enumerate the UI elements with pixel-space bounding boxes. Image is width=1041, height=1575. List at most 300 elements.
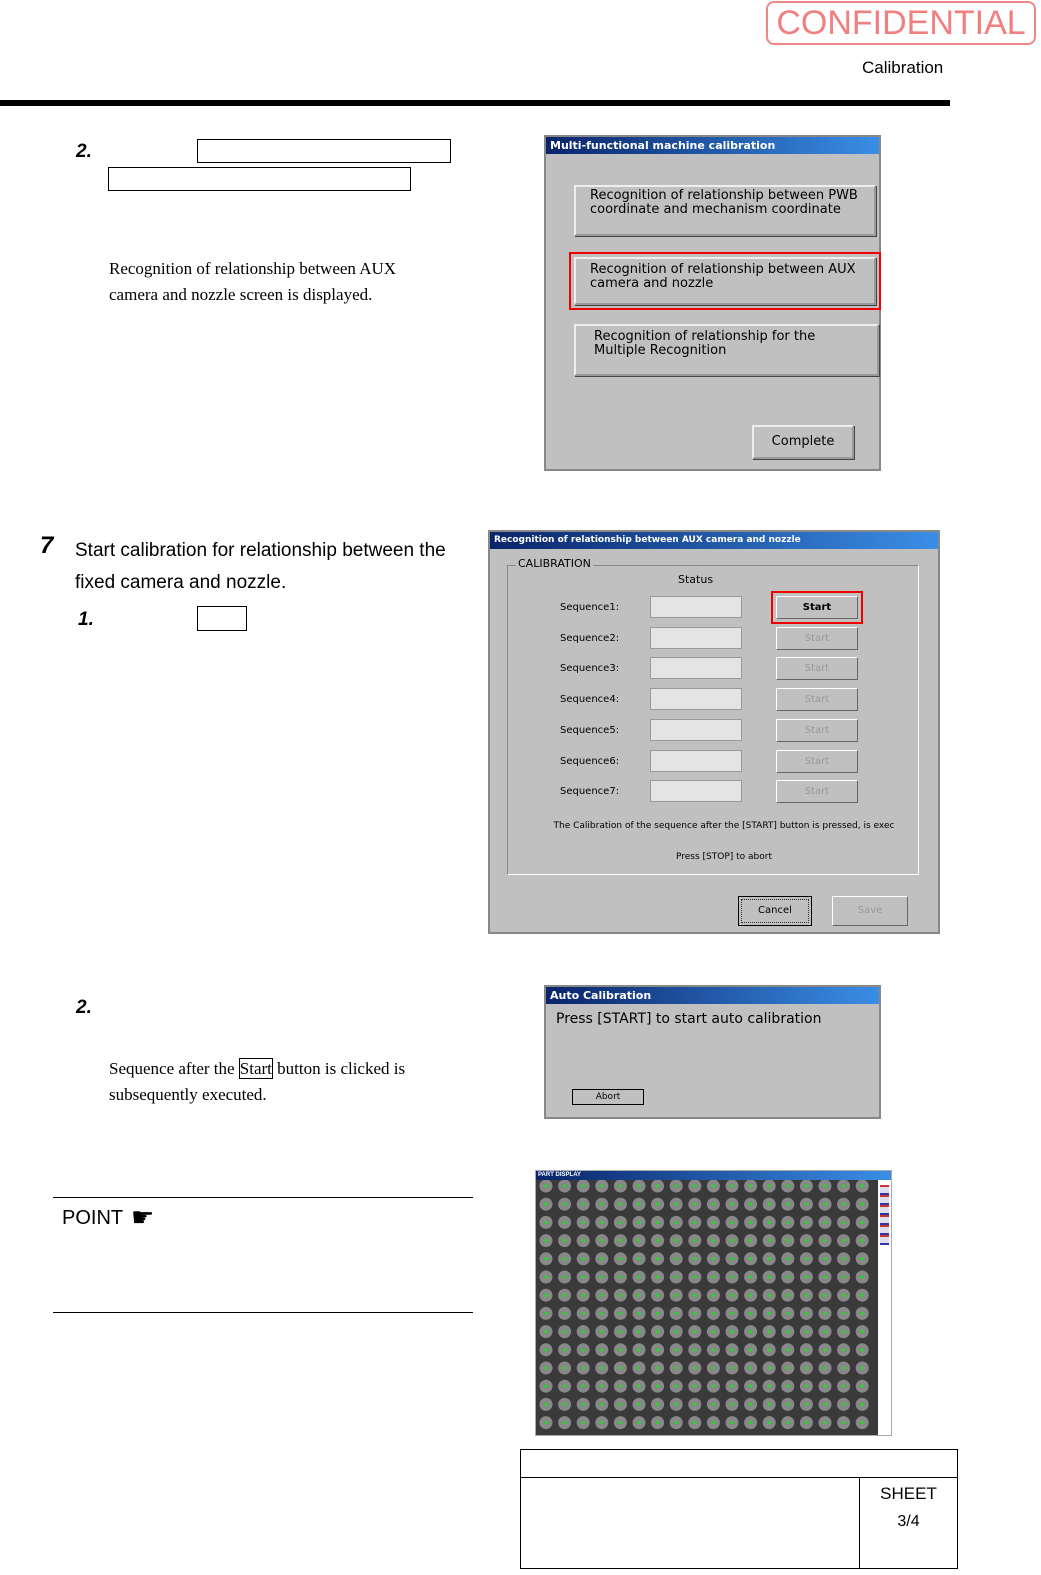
step-number: 7 [40, 532, 54, 559]
detect-mark [674, 1421, 678, 1425]
sequence-status-field [650, 780, 742, 802]
detect-mark [544, 1239, 548, 1243]
detect-mark [619, 1257, 623, 1261]
aux-camera-nozzle-button[interactable]: Recognition of relationship between AUX camera and nozzle [574, 257, 876, 305]
window-title: PART DISPLAY [536, 1171, 891, 1180]
detect-mark [767, 1202, 771, 1206]
detect-mark [619, 1348, 623, 1352]
detect-mark [767, 1293, 771, 1297]
detect-mark [767, 1421, 771, 1425]
detect-mark [749, 1403, 753, 1407]
detect-mark [600, 1421, 604, 1425]
detect-mark [600, 1293, 604, 1297]
detect-mark [693, 1330, 697, 1334]
detect-mark [767, 1403, 771, 1407]
detect-mark [674, 1257, 678, 1261]
detect-mark [544, 1384, 548, 1388]
detect-mark [749, 1184, 753, 1188]
section-title: Calibration [862, 58, 944, 77]
detect-mark [544, 1312, 548, 1316]
detect-mark [619, 1202, 623, 1206]
detect-mark [786, 1257, 790, 1261]
detect-mark [581, 1184, 585, 1188]
detect-mark [730, 1239, 734, 1243]
detect-mark [786, 1421, 790, 1425]
detect-mark [860, 1275, 864, 1279]
blank-box [197, 606, 247, 631]
detect-mark [786, 1293, 790, 1297]
detect-mark [842, 1184, 846, 1188]
sequence-start-button[interactable]: Start [776, 780, 858, 803]
step-number: 2. [76, 997, 92, 1018]
detect-mark [860, 1202, 864, 1206]
detect-mark [712, 1275, 716, 1279]
detect-mark [860, 1293, 864, 1297]
detect-mark [786, 1202, 790, 1206]
detect-mark [656, 1202, 660, 1206]
sequence-start-button[interactable]: Start [776, 688, 858, 711]
detect-mark [581, 1293, 585, 1297]
detect-mark [842, 1239, 846, 1243]
detect-mark [656, 1421, 660, 1425]
detect-mark [619, 1312, 623, 1316]
sequence-status-field [650, 657, 742, 679]
detect-mark [693, 1257, 697, 1261]
detect-mark [544, 1330, 548, 1334]
detect-mark [786, 1384, 790, 1388]
detect-mark [749, 1239, 753, 1243]
detect-mark [712, 1184, 716, 1188]
detect-mark [619, 1421, 623, 1425]
header-rule [0, 100, 950, 106]
detect-mark [693, 1403, 697, 1407]
detect-mark [656, 1366, 660, 1370]
detect-mark [842, 1403, 846, 1407]
detect-mark [544, 1202, 548, 1206]
dialog-title: Multi-functional machine calibration [546, 137, 879, 154]
sequence-status-field [650, 596, 742, 618]
detect-mark [712, 1366, 716, 1370]
detect-mark [823, 1221, 827, 1225]
detect-mark [693, 1312, 697, 1316]
detect-mark [544, 1403, 548, 1407]
detect-mark [842, 1421, 846, 1425]
detect-mark [730, 1421, 734, 1425]
detect-mark [563, 1239, 567, 1243]
detect-mark [712, 1348, 716, 1352]
detect-mark [656, 1330, 660, 1334]
detect-mark [674, 1366, 678, 1370]
detect-mark [563, 1330, 567, 1334]
detect-mark [544, 1184, 548, 1188]
detect-mark [674, 1275, 678, 1279]
detect-mark [581, 1221, 585, 1225]
detect-mark [786, 1330, 790, 1334]
detect-mark [656, 1403, 660, 1407]
detect-mark [656, 1348, 660, 1352]
detect-mark [693, 1293, 697, 1297]
detect-mark [693, 1221, 697, 1225]
detect-mark [619, 1403, 623, 1407]
detect-mark [823, 1275, 827, 1279]
detect-mark [842, 1312, 846, 1316]
detect-mark [544, 1221, 548, 1225]
detect-mark [730, 1221, 734, 1225]
detect-mark [730, 1403, 734, 1407]
pointing-hand-icon: ☛ [131, 1202, 155, 1232]
detect-mark [563, 1421, 567, 1425]
sequence-label: Sequence4: [560, 694, 620, 706]
step-description: Recognition of relationship between AUX camera and nozzle screen is displayed. [109, 259, 397, 304]
detect-mark [563, 1348, 567, 1352]
detect-mark [805, 1275, 809, 1279]
detect-mark [544, 1366, 548, 1370]
detect-mark [767, 1239, 771, 1243]
sequence-start-button[interactable]: Start [776, 596, 858, 619]
detect-mark [805, 1403, 809, 1407]
detect-mark [544, 1293, 548, 1297]
sequence-start-button[interactable]: Start [776, 750, 858, 773]
sequence-label: Sequence1: [560, 602, 620, 613]
detect-mark [749, 1348, 753, 1352]
detect-mark [860, 1239, 864, 1243]
detect-mark [693, 1366, 697, 1370]
detect-mark [823, 1384, 827, 1388]
detect-mark [712, 1330, 716, 1334]
detect-mark [712, 1312, 716, 1316]
detect-mark [767, 1275, 771, 1279]
text: button is clicked is subsequently executed. [109, 1059, 406, 1104]
detect-mark [674, 1384, 678, 1388]
detect-mark [749, 1421, 753, 1425]
detect-mark [656, 1293, 660, 1297]
detect-mark [730, 1312, 734, 1316]
text: Sequence after the [109, 1059, 239, 1078]
detect-mark [767, 1330, 771, 1334]
detect-mark [712, 1421, 716, 1425]
sequence-label: Sequence3: [560, 663, 620, 675]
detect-mark [805, 1384, 809, 1388]
detect-mark [581, 1403, 585, 1407]
detect-mark [860, 1184, 864, 1188]
detect-mark [619, 1184, 623, 1188]
detect-mark [786, 1184, 790, 1188]
detect-mark [544, 1348, 548, 1352]
detect-mark [842, 1202, 846, 1206]
sequence-status-field [650, 627, 742, 649]
detect-mark [730, 1384, 734, 1388]
detect-mark [842, 1330, 846, 1334]
detect-mark [674, 1293, 678, 1297]
complete-button[interactable]: Complete [752, 425, 854, 459]
detect-mark [544, 1257, 548, 1261]
detect-mark [619, 1275, 623, 1279]
detect-mark [786, 1403, 790, 1407]
detect-mark [805, 1221, 809, 1225]
pwb-mechanism-button[interactable]: Recognition of relationship between PWB coordinate and mechanism coordinate [574, 185, 876, 236]
detect-mark [730, 1366, 734, 1370]
detect-mark [619, 1384, 623, 1388]
detect-mark [860, 1366, 864, 1370]
detect-mark [730, 1330, 734, 1334]
detect-mark [805, 1293, 809, 1297]
detect-mark [823, 1257, 827, 1261]
detect-mark [823, 1421, 827, 1425]
detect-mark [619, 1293, 623, 1297]
detect-mark [786, 1366, 790, 1370]
detect-mark [693, 1384, 697, 1388]
detect-mark [600, 1330, 604, 1334]
detect-mark [637, 1239, 641, 1243]
detect-mark [730, 1184, 734, 1188]
detect-mark [600, 1384, 604, 1388]
detect-mark [823, 1293, 827, 1297]
detect-mark [544, 1275, 548, 1279]
sheet-value: 3/4 [897, 1513, 920, 1530]
detect-mark [842, 1257, 846, 1261]
detect-mark [619, 1221, 623, 1225]
calibration-menu-dialog [544, 135, 881, 471]
detect-mark [637, 1421, 641, 1425]
blank-box [197, 139, 451, 163]
detect-mark [637, 1384, 641, 1388]
detect-mark [600, 1239, 604, 1243]
sequence-start-button[interactable]: Start [776, 657, 858, 680]
detect-mark [786, 1275, 790, 1279]
detect-mark [842, 1275, 846, 1279]
detect-mark [600, 1275, 604, 1279]
detect-mark [637, 1312, 641, 1316]
detect-mark [637, 1330, 641, 1334]
detect-mark [619, 1239, 623, 1243]
auto-calibration-dialog [544, 985, 881, 1119]
detect-mark [823, 1312, 827, 1316]
detect-mark [823, 1184, 827, 1188]
detect-mark [712, 1403, 716, 1407]
sequence-start-button[interactable]: Start [776, 719, 858, 742]
detect-mark [619, 1366, 623, 1370]
detect-mark [749, 1330, 753, 1334]
detect-mark [749, 1202, 753, 1206]
detect-mark [674, 1202, 678, 1206]
detect-mark [860, 1312, 864, 1316]
cancel-button[interactable]: Cancel [738, 896, 812, 926]
detect-mark [693, 1184, 697, 1188]
dialog-title: Recognition of relationship between AUX camera and nozzle [490, 532, 938, 549]
detect-mark [674, 1312, 678, 1316]
sequence-label: Sequence5: [560, 724, 620, 736]
part-display-window [535, 1170, 892, 1436]
detect-mark [805, 1257, 809, 1261]
detect-mark [637, 1257, 641, 1261]
detect-mark [805, 1312, 809, 1316]
detect-mark [805, 1348, 809, 1352]
detect-mark [600, 1312, 604, 1316]
detect-mark [823, 1239, 827, 1243]
detect-mark [860, 1257, 864, 1261]
detect-mark [860, 1403, 864, 1407]
detect-mark [823, 1202, 827, 1206]
abort-button[interactable]: Abort [572, 1089, 644, 1105]
detect-mark [637, 1184, 641, 1188]
detect-mark [712, 1257, 716, 1261]
detect-mark [581, 1275, 585, 1279]
detect-mark [712, 1221, 716, 1225]
detect-mark [563, 1384, 567, 1388]
detect-mark [860, 1221, 864, 1225]
detect-mark [749, 1257, 753, 1261]
detect-mark [563, 1403, 567, 1407]
detect-mark [805, 1184, 809, 1188]
detect-mark [842, 1348, 846, 1352]
detect-mark [860, 1421, 864, 1425]
detect-mark [637, 1202, 641, 1206]
detect-mark [674, 1221, 678, 1225]
detect-mark [563, 1366, 567, 1370]
detect-mark [563, 1312, 567, 1316]
detect-mark [656, 1275, 660, 1279]
detect-mark [563, 1202, 567, 1206]
detect-mark [563, 1257, 567, 1261]
detect-mark [674, 1239, 678, 1243]
detect-mark [693, 1348, 697, 1352]
detect-mark [805, 1421, 809, 1425]
detect-mark [823, 1403, 827, 1407]
step-description: Start calibration for relationship between the fixed camera and nozzle. [75, 540, 446, 593]
confidential-stamp: CONFIDENTIAL [766, 1, 1036, 45]
detect-mark [581, 1366, 585, 1370]
detect-mark [749, 1312, 753, 1316]
detect-mark [749, 1384, 753, 1388]
detect-mark [842, 1366, 846, 1370]
detect-mark [823, 1330, 827, 1334]
detect-mark [563, 1275, 567, 1279]
detect-mark [656, 1221, 660, 1225]
detect-mark [842, 1221, 846, 1225]
detect-mark [786, 1239, 790, 1243]
detect-mark [600, 1221, 604, 1225]
calibration-message: Press [START] to start auto calibration [556, 1011, 822, 1027]
detect-mark [581, 1421, 585, 1425]
detect-mark [730, 1293, 734, 1297]
detect-mark [581, 1330, 585, 1334]
footer-table [520, 1449, 958, 1569]
blank-box [108, 167, 411, 191]
detect-mark [749, 1293, 753, 1297]
detect-mark [712, 1384, 716, 1388]
detect-mark [563, 1221, 567, 1225]
detect-mark [767, 1366, 771, 1370]
detect-mark [637, 1366, 641, 1370]
detect-mark [637, 1221, 641, 1225]
detect-mark [805, 1330, 809, 1334]
detect-mark [656, 1239, 660, 1243]
group-label: CALIBRATION [518, 557, 591, 570]
detect-mark [581, 1384, 585, 1388]
divider [521, 1477, 957, 1478]
sequence-label: Sequence7: [560, 786, 620, 798]
sequence-label: Sequence2: [560, 632, 620, 644]
detect-mark [693, 1239, 697, 1243]
detect-mark [693, 1421, 697, 1425]
detect-mark [805, 1239, 809, 1243]
detect-mark [730, 1202, 734, 1206]
detect-mark [619, 1330, 623, 1334]
detect-mark [600, 1366, 604, 1370]
detect-mark [842, 1293, 846, 1297]
detect-mark [581, 1239, 585, 1243]
detect-mark [600, 1202, 604, 1206]
tool-icons[interactable] [880, 1185, 889, 1245]
detect-mark [563, 1293, 567, 1297]
calibration-note: The Calibration of the sequence after the [START] button is pressed, is exec [553, 821, 895, 831]
detect-mark [600, 1257, 604, 1261]
detect-mark [656, 1257, 660, 1261]
detect-mark [767, 1257, 771, 1261]
detect-mark [823, 1366, 827, 1370]
detect-mark [600, 1348, 604, 1352]
detect-mark [674, 1330, 678, 1334]
nozzle-image [536, 1180, 878, 1435]
sequence-status-field [650, 688, 742, 710]
detect-mark [860, 1330, 864, 1334]
detect-mark [600, 1184, 604, 1188]
sequence-start-button[interactable]: Start [776, 627, 858, 650]
detect-mark [581, 1257, 585, 1261]
detect-mark [823, 1348, 827, 1352]
substep-number: 1. [78, 609, 94, 630]
detect-mark [786, 1348, 790, 1352]
detect-mark [767, 1348, 771, 1352]
detect-mark [637, 1403, 641, 1407]
detect-mark [805, 1202, 809, 1206]
detect-mark [674, 1184, 678, 1188]
detect-mark [860, 1348, 864, 1352]
detect-mark [581, 1348, 585, 1352]
detect-mark [637, 1348, 641, 1352]
detect-mark [860, 1384, 864, 1388]
detect-mark [656, 1312, 660, 1316]
detect-mark [637, 1275, 641, 1279]
detect-mark [600, 1403, 604, 1407]
detect-mark [581, 1312, 585, 1316]
multiple-recognition-button[interactable]: Recognition of relationship for the Multiple Recognition [574, 324, 879, 376]
detect-mark [544, 1421, 548, 1425]
step-number: 2. [76, 141, 92, 162]
detect-mark [674, 1348, 678, 1352]
detect-mark [805, 1366, 809, 1370]
detect-mark [842, 1384, 846, 1388]
detect-mark [656, 1184, 660, 1188]
step-description [109, 1056, 439, 1108]
point-label: POINT [62, 1207, 124, 1229]
detect-mark [712, 1293, 716, 1297]
start-ref: Start [239, 1059, 272, 1078]
sequence-status-field [650, 750, 742, 772]
detect-mark [712, 1202, 716, 1206]
detect-mark [693, 1275, 697, 1279]
save-button[interactable]: Save [832, 896, 908, 926]
toolbar [878, 1180, 891, 1435]
detect-mark [767, 1312, 771, 1316]
detect-mark [786, 1221, 790, 1225]
detect-mark [563, 1184, 567, 1188]
detect-mark [767, 1221, 771, 1225]
detect-mark [674, 1403, 678, 1407]
detect-mark [767, 1184, 771, 1188]
detect-mark [730, 1257, 734, 1261]
dialog-title: Auto Calibration [546, 987, 879, 1004]
